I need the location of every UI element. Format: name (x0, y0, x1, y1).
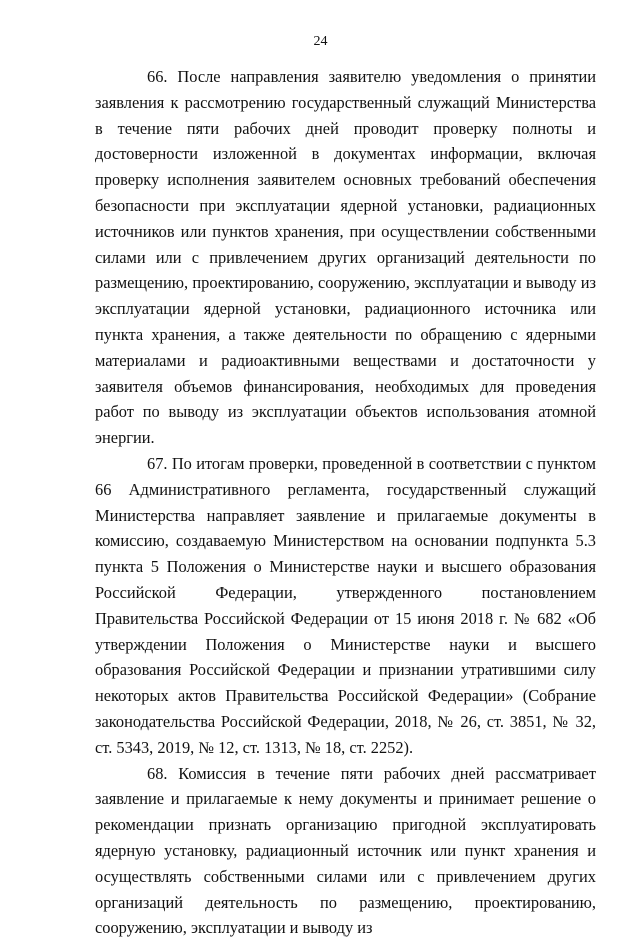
page-number: 24 (313, 34, 328, 49)
paragraph-68: 68. Комиссия в течение пяти рабочих дней рассматривает заявление и прилагаемые к нему документы и принимает решение о рекомендации признать организацию пригодной эксплуатировать ядерную установку, радиационный источник или пункт хранения и осуществлять собственными силами или с привлечением других организаций деятельность по размещению, проектированию, сооружению, эксплуатации и выводу из (95, 763, 596, 938)
paragraph-67: 67. По итогам проверки, проведенной в соответствии с пунктом 66 Административного регламента, государственный служащий Министерства направляет заявление и прилагаемые документы в комиссию, создаваемую Министерством на основании подпункта 5.3 пункта 5 Положения о Министерстве науки и высшего образования Российской Федерации, утвержденного постановлением Правительства Российской Федерации от 15 июня 2018 г. № 682 «Об утверждении Положения о Министерстве науки и высшего образования Российской Федерации и признании утратившими силу некоторых актов Правительства Российской Федерации» (Собрание законодательства Российской Федерации, 2018, № 26, ст. 3851, № 32, ст. 5343, 2019, № 12, ст. 1313, № 18, ст. 2252). (95, 453, 596, 757)
paragraph-66: 66. После направления заявителю уведомления о принятии заявления к рассмотрению государственный служащий Министерства в течение пяти рабочих дней проводит проверку полноты и достоверности изложенной в документах информации, включая проверку исполнения заявителем основных требований обеспечения безопасности при эксплуатации ядерной установки, радиационных источников или пунктов хранения, при осуществлении собственными силами или с привлечением других организаций деятельности по размещению, проектированию, сооружению, эксплуатации и выводу из эксплуатации ядерной установки, радиационного источника или пункта хранения, а также деятельности по обращению с ядерными материалами и радиоактивными веществами и достаточности у заявителя объемов финансирования, необходимых для проведения работ по выводу из эксплуатации объектов использования атомной энергии. (95, 67, 596, 448)
